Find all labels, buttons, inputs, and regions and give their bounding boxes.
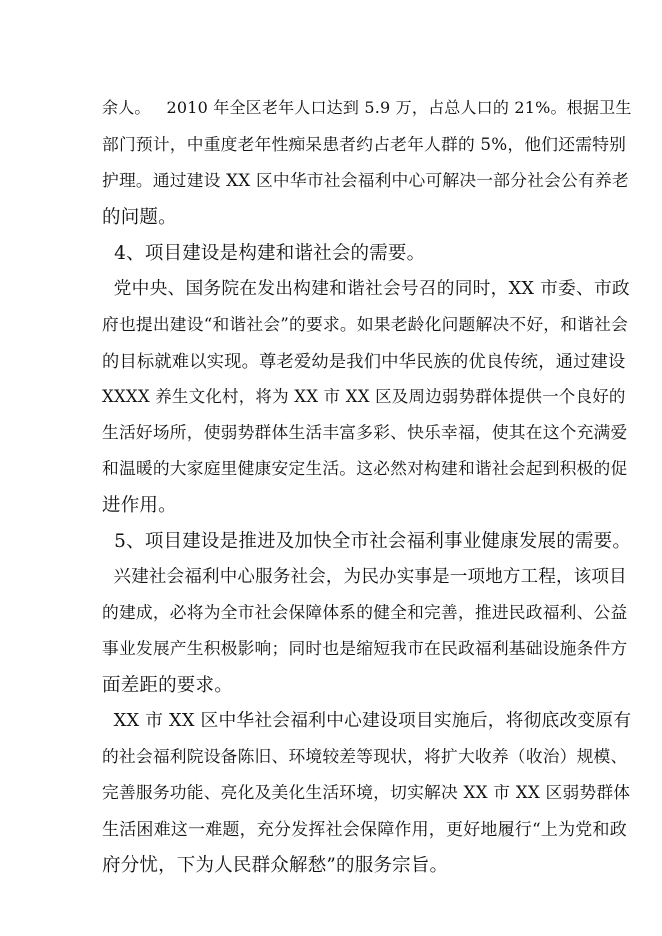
text-line: 的社会福利院设备陈旧、环境较差等现状，将扩大收养（收治）规模、: [102, 746, 628, 766]
text-line: 生活困难这一难题，充分发挥社会保障作用，更好地履行“上为党和政: [102, 820, 627, 840]
text-line: 面差距的要求。: [102, 675, 233, 696]
text-line: 完善服务功能、亮化及美化生活环境，切实解决 XX 市 XX 区弱势群体: [102, 782, 631, 802]
text-line: 的建成，必将为全市社会保障体系的健全和完善，推进民政福利、公益: [102, 602, 628, 622]
text-line: 府分忧，下为人民群众解愁”的服务宗旨。: [102, 855, 449, 876]
text-line: 部门预计，中重度老年性痴呆患者约占老年人群的 5%，他们还需特别: [102, 134, 627, 154]
text-line: 进作用。: [102, 495, 177, 516]
text-line: 余人。 2010 年全区老年人口达到 5.9 万，占总人口的 21%。根据卫生: [102, 98, 632, 117]
text-line: 和温暖的大家庭里健康安定生活。这必然对构建和谐社会起到积极的促: [102, 458, 628, 478]
text-line: 兴建社会福利中心服务社会，为民办实事是一项地方工程，该项目: [102, 567, 627, 587]
text-line: XXXX 养生文化村，将为 XX 市 XX 区及周边弱势群体提供一个良好的: [102, 387, 626, 406]
text-line: XX 市 XX 区中华社会福利中心建设项目实施后，将彻底改变原有: [102, 711, 632, 731]
section-heading: 5、项目建设是推进及加快全市社会福利事业健康发展的需要。: [102, 531, 632, 552]
text-line: 府也提出建设“和谐社会”的要求。如果老龄化问题解决不好，和谐社会: [102, 314, 629, 334]
text-line: 事业发展产生积极影响；同时也是缩短我市在民政福利基础设施条件方: [102, 638, 628, 658]
text-line: 的问题。: [102, 207, 177, 228]
text-line: 党中央、国务院在发出构建和谐社会号召的同时，XX 市委、市政: [102, 279, 630, 299]
text-line: 的目标就难以实现。尊老爱幼是我们中华民族的优良传统，通过建设: [102, 352, 626, 372]
section-heading: 4、项目建设是构建和谐社会的需要。: [102, 243, 426, 264]
text-line: 护理。通过建设 XX 区中华市社会福利中心可解决一部分社会公有养老: [102, 170, 629, 190]
text-line: 生活好场所，使弱势群体生活丰富多彩、快乐幸福，使其在这个充满爱: [102, 422, 628, 442]
